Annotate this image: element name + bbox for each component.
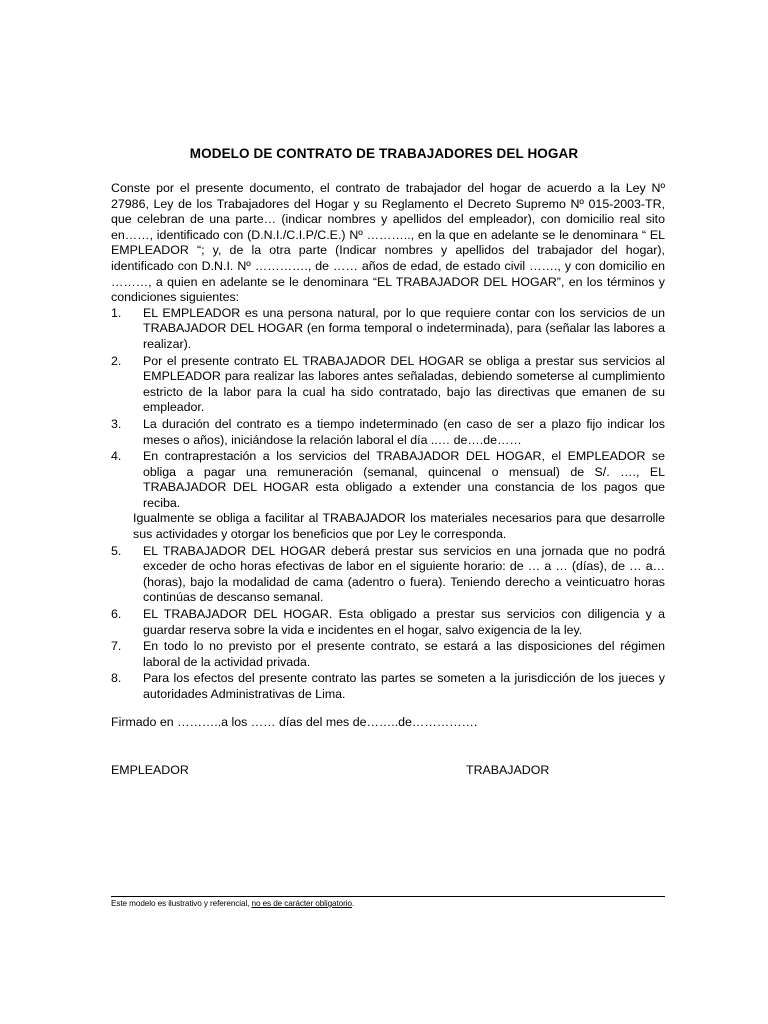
clause-item [111,607,665,638]
clause-text: EL EMPLEADOR es una persona natural, por lo que requiere contar con los servicios de un TRABAJADOR DEL HOGAR (en forma temporal o indeterminada), para (señalar las labores a realizar). [143,305,665,351]
employer-signature-label: EMPLEADOR [111,763,189,777]
clause-text: La duración del contrato es a tiempo indeterminado (en caso de ser a plazo fijo indicar los meses o años), iniciándose la relación laboral el día ..… de….de…… [143,416,665,447]
clause-number: 4. [111,449,122,464]
signed-line: Firmado en ………..a los …… días del mes de……..de……………. [111,715,478,729]
document-title: MODELO DE CONTRATO DE TRABAJADORES DEL HOGAR [189,146,579,161]
clause-item [111,354,665,416]
clause-text: EL TRABAJADOR DEL HOGAR deberá prestar sus servicios en una jornada que no podrá exceder de ocho horas efectivas de labor en el siguiente horario: de … a … (días), de … a… (horas), bajo la modalidad de cama (adentro o fuera). Teniendo derecho a veinticuatro horas continúas de descanso semanal. [143,543,665,605]
clause-item [111,671,665,702]
clause-number: 5. [111,543,122,558]
footnote-period: . [351,899,355,908]
clause-text: Para los efectos del presente contrato las partes se someten a la jurisdicción de los jueces y autoridades Administrativas de Lima. [143,671,665,701]
clauses-list [111,306,665,703]
clause-number: 1. [111,305,122,320]
clause-number: 6. [111,607,122,622]
intro-paragraph: Conste por el presente documento, el contrato de trabajador del hogar de acuerdo a la Ley Nº 27986, Ley de los Trabajadores del Hogar y su Reglamento el Decreto Supremo Nº 015-2003-TR, que celebran de una parte… (indicar nombres y apellidos del empleador), con domicilio real sito en……, identificado con (D.N.I./C.I.P/C.E.) Nº ……….., en la que en adelante se le denominara “ EL EMPLEADOR “; y, de la otra parte (Indicar nombres y apellidos del trabajador del hogar), identificado con D.N.I. Nº …………., de …… años de edad, de estado civil ……., y con domicilio en ………, a quien en adelante se le denominara “EL TRABAJADOR DEL HOGAR”, en los términos y condiciones siguientes: [111,181,665,305]
clause-item [111,639,665,670]
clause-number: 7. [111,639,122,654]
clause-text: Por el presente contrato EL TRABAJADOR DEL HOGAR se obliga a prestar sus servicios al EMPLEADOR para realizar las labores antes señaladas, debiendo someterse al cumplimiento estricto de la labor para la cual ha sido contratado, bajo las directivas que emanen de su empleador. [143,353,665,415]
clause-number: 3. [111,416,122,431]
clause-number: 2. [111,353,122,368]
clause-text: En todo lo no previsto por el presente contrato, se estará a las disposiciones del régimen laboral de la actividad privada. [143,639,665,669]
clause-item [111,544,665,606]
clause-text: En contraprestación a los servicios del TRABAJADOR DEL HOGAR, el EMPLEADOR se obliga a pagar una remuneración (semanal, quincenal o mensual) de S/. …., EL TRABAJADOR DEL HOGAR esta obligado a extender una constancia de los pagos que reciba. [143,449,665,510]
worker-signature-label: TRABAJADOR [466,763,550,777]
clause-text: EL TRABAJADOR DEL HOGAR. Esta obligado a prestar sus servicios con diligencia y a guardar reserva sobre la vida e incidentes en el hogar, salvo exigencia de la ley. [143,607,665,637]
footer-divider [111,896,665,897]
clause-extra-text: Igualmente se obliga a facilitar al TRABAJADOR los materiales necesarios para que desarrolle sus actividades y otorgar los beneficios que por Ley le corresponda. [133,511,665,542]
footnote-underlined-text: no es de carácter obligatorio [251,899,352,908]
footnote [111,899,354,908]
clause-item [111,449,665,543]
clause-item [111,417,665,448]
clause-number: 8. [111,671,122,686]
clause-item [111,306,665,353]
contract-body [111,181,665,704]
footnote-text: Este modelo es ilustrativo y referencial, [111,899,252,908]
